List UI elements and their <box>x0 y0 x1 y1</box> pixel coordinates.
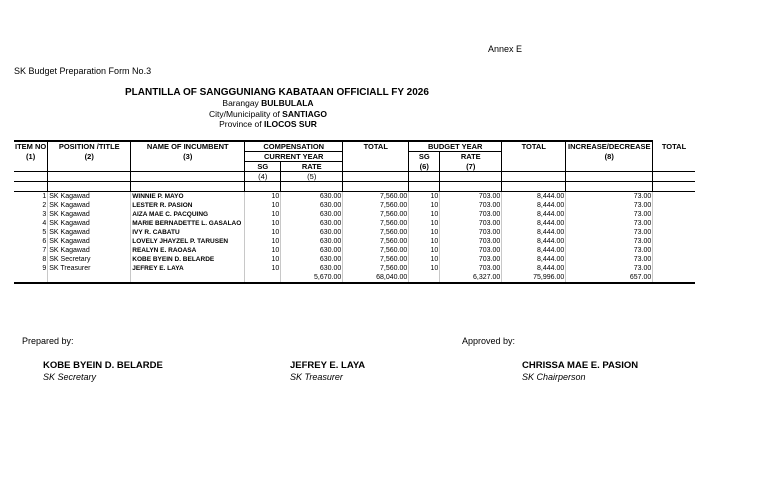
incumbent-cell: REALYN E. RAOASA <box>131 246 245 255</box>
item-no-cell: 7 <box>14 246 48 255</box>
item-no-cell: 5 <box>14 228 48 237</box>
total-cell: 7,560.00 <box>343 201 409 210</box>
position-cell: SK Kagawad <box>48 228 131 237</box>
city-label: City/Municipality of <box>208 109 283 119</box>
rate-cell: 630.00 <box>281 192 343 202</box>
total-cell: 7,560.00 <box>343 246 409 255</box>
increase-decrease-cell: 73.00 <box>566 237 653 246</box>
sg-cell: 10 <box>245 210 281 219</box>
province-label: Province of <box>219 119 264 129</box>
position-cell: SK Secretary <box>48 255 131 264</box>
header-total-2: TOTAL <box>502 141 566 152</box>
rate-cell: 630.00 <box>281 210 343 219</box>
budget-sg-cell: 10 <box>409 192 440 202</box>
header-position: POSITION /TITLE <box>48 141 131 152</box>
increase-decrease-cell: 73.00 <box>566 255 653 264</box>
budget-rate-cell: 703.00 <box>440 192 502 202</box>
budget-total-cell: 8,444.00 <box>502 201 566 210</box>
header-budget-sg-sub: (6) <box>409 162 440 172</box>
increase-decrease-cell: 73.00 <box>566 192 653 202</box>
header-budget-sg: SG <box>409 152 440 162</box>
total-budget-total: 75,996.00 <box>502 273 566 283</box>
rate-cell: 630.00 <box>281 255 343 264</box>
position-cell: SK Kagawad <box>48 246 131 255</box>
table-row <box>14 237 695 246</box>
header-compensation: COMPENSATION <box>245 141 343 152</box>
budget-total-cell: 8,444.00 <box>502 210 566 219</box>
budget-rate-cell: 703.00 <box>440 237 502 246</box>
budget-rate-cell: 703.00 <box>440 246 502 255</box>
approved-by-label: Approved by: <box>462 336 516 346</box>
rate-cell: 630.00 <box>281 264 343 273</box>
header-total: TOTAL <box>343 141 409 152</box>
incumbent-cell: KOBE BYEIN D. BELARDE <box>131 255 245 264</box>
item-no-cell: 8 <box>14 255 48 264</box>
sg-cell: 10 <box>245 255 281 264</box>
incumbent-cell: IVY R. CABATU <box>131 228 245 237</box>
grand-total: 68,040.00 <box>343 273 409 283</box>
incumbent-cell: LESTER R. PASION <box>131 201 245 210</box>
total-cell: 7,560.00 <box>343 264 409 273</box>
total-cell: 7,560.00 <box>343 219 409 228</box>
rate-cell: 630.00 <box>281 237 343 246</box>
table-row <box>14 264 695 273</box>
prepared-by-label: Prepared by: <box>22 336 74 346</box>
total-rate: 5,670.00 <box>281 273 343 283</box>
header-incumbent-sub: (3) <box>131 152 245 162</box>
budget-sg-cell: 10 <box>409 219 440 228</box>
total-increase-decrease: 657.00 <box>566 273 653 283</box>
budget-rate-cell: 703.00 <box>440 264 502 273</box>
barangay-value: BULBULALA <box>261 98 314 108</box>
table-row <box>14 255 695 264</box>
sg-cell: 10 <box>245 237 281 246</box>
budget-rate-cell: 703.00 <box>440 219 502 228</box>
total-cell: 7,560.00 <box>343 192 409 202</box>
increase-decrease-cell: 73.00 <box>566 219 653 228</box>
table-row <box>14 210 695 219</box>
table-row <box>14 246 695 255</box>
item-no-cell: 1 <box>14 192 48 202</box>
header-item-no-sub: (1) <box>14 152 48 162</box>
item-no-cell: 4 <box>14 219 48 228</box>
increase-decrease-cell: 73.00 <box>566 264 653 273</box>
budget-total-cell: 8,444.00 <box>502 255 566 264</box>
budget-total-cell: 8,444.00 <box>502 192 566 202</box>
budget-total-cell: 8,444.00 <box>502 219 566 228</box>
rate-cell: 630.00 <box>281 219 343 228</box>
header-rate-sub: (5) <box>281 172 343 182</box>
budget-sg-cell: 10 <box>409 201 440 210</box>
signatory-position-chairperson: SK Chairperson <box>522 372 586 382</box>
header-increase-decrease: INCREASE/DECREASE <box>566 141 653 152</box>
sg-cell: 10 <box>245 192 281 202</box>
totals-row <box>14 273 695 283</box>
total-cell: 7,560.00 <box>343 228 409 237</box>
header-increase-decrease-sub: (8) <box>566 152 653 162</box>
increase-decrease-cell: 73.00 <box>566 201 653 210</box>
city-line <box>0 109 536 119</box>
signatory-name-chairperson: CHRISSA MAE E. PASION <box>522 360 639 371</box>
signatory-name-treasurer: JEFREY E. LAYA <box>290 360 366 371</box>
total-budget-rate: 6,327.00 <box>440 273 502 283</box>
header-current-year: CURRENT YEAR <box>245 152 343 162</box>
budget-rate-cell: 703.00 <box>440 228 502 237</box>
position-cell: SK Treasurer <box>48 264 131 273</box>
rate-cell: 630.00 <box>281 246 343 255</box>
budget-total-cell: 8,444.00 <box>502 237 566 246</box>
sg-cell: 10 <box>245 219 281 228</box>
sg-cell: 10 <box>245 201 281 210</box>
signatory-position-treasurer: SK Treasurer <box>290 372 343 382</box>
item-no-cell: 3 <box>14 210 48 219</box>
budget-sg-cell: 10 <box>409 228 440 237</box>
position-cell: SK Kagawad <box>48 210 131 219</box>
barangay-label: Barangay <box>222 98 262 108</box>
plantilla-table <box>14 140 695 284</box>
position-cell: SK Kagawad <box>48 201 131 210</box>
budget-total-cell: 8,444.00 <box>502 228 566 237</box>
header-rate: RATE <box>281 162 343 172</box>
incumbent-cell: LOVELY JHAYZEL P. TARUSEN <box>131 237 245 246</box>
header-budget-rate: RATE <box>440 152 502 162</box>
incumbent-cell: JEFREY E. LAYA <box>131 264 245 273</box>
table-row <box>14 201 695 210</box>
budget-sg-cell: 10 <box>409 237 440 246</box>
item-no-cell: 2 <box>14 201 48 210</box>
header-item-no: ITEM NO <box>15 142 47 152</box>
sg-cell: 10 <box>245 264 281 273</box>
form-number: SK Budget Preparation Form No.3 <box>14 66 152 76</box>
sg-cell: 10 <box>245 246 281 255</box>
header-total-3: TOTAL <box>661 141 687 151</box>
budget-total-cell: 8,444.00 <box>502 264 566 273</box>
incumbent-cell: MARIE BERNADETTE L. GASALAO <box>131 219 245 228</box>
barangay-line <box>0 98 536 108</box>
item-no-cell: 6 <box>14 237 48 246</box>
signatory-position-secretary: SK Secretary <box>43 372 97 382</box>
city-value: SANTIAGO <box>282 109 328 119</box>
budget-rate-cell: 703.00 <box>440 201 502 210</box>
header-incumbent: NAME OF INCUMBENT <box>131 141 245 152</box>
table-row <box>14 228 695 237</box>
signatory-name-secretary: KOBE BYEIN D. BELARDE <box>43 360 163 371</box>
header-position-sub: (2) <box>48 152 131 162</box>
table-row <box>14 219 695 228</box>
increase-decrease-cell: 73.00 <box>566 246 653 255</box>
document-title: PLANTILLA OF SANGGUNIANG KABATAAN OFFICIALL FY 2026 <box>125 87 429 98</box>
province-value: ILOCOS SUR <box>263 119 317 129</box>
budget-rate-cell: 703.00 <box>440 255 502 264</box>
budget-sg-cell: 10 <box>409 264 440 273</box>
incumbent-cell: AIZA MAE C. PACQUING <box>131 210 245 219</box>
item-no-cell: 9 <box>14 264 48 273</box>
header-budget-rate-sub: (7) <box>440 162 502 172</box>
total-cell: 7,560.00 <box>343 210 409 219</box>
annex-label: Annex E <box>488 44 523 54</box>
position-cell: SK Kagawad <box>48 192 131 202</box>
header-budget-year: BUDGET YEAR <box>409 141 502 152</box>
position-cell: SK Kagawad <box>48 219 131 228</box>
rate-cell: 630.00 <box>281 201 343 210</box>
province-line <box>0 119 536 129</box>
position-cell: SK Kagawad <box>48 237 131 246</box>
budget-sg-cell: 10 <box>409 246 440 255</box>
increase-decrease-cell: 73.00 <box>566 228 653 237</box>
budget-rate-cell: 703.00 <box>440 210 502 219</box>
table-row <box>14 192 695 202</box>
header-sg-sub: (4) <box>245 172 281 182</box>
sg-cell: 10 <box>245 228 281 237</box>
budget-sg-cell: 10 <box>409 255 440 264</box>
rate-cell: 630.00 <box>281 228 343 237</box>
increase-decrease-cell: 73.00 <box>566 210 653 219</box>
budget-total-cell: 8,444.00 <box>502 246 566 255</box>
header-sg: SG <box>245 162 281 172</box>
budget-sg-cell: 10 <box>409 210 440 219</box>
incumbent-cell: WINNIE P. MAYO <box>131 192 245 202</box>
total-cell: 7,560.00 <box>343 255 409 264</box>
total-cell: 7,560.00 <box>343 237 409 246</box>
